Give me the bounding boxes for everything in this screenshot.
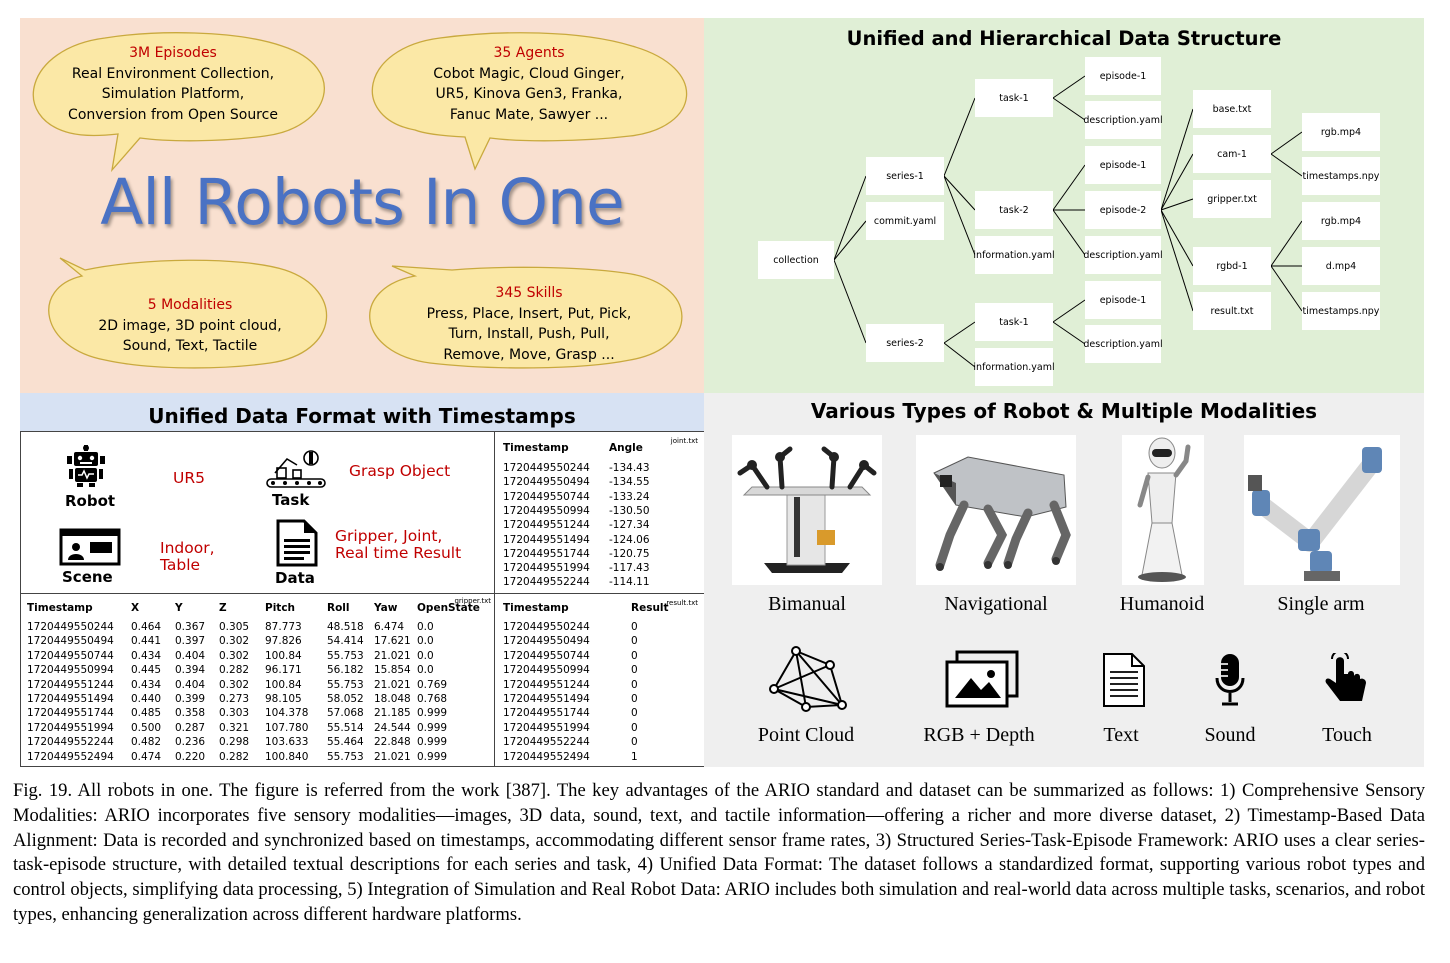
bubble-agents-highlight: 35 Agents — [493, 45, 565, 61]
gripper-table-cell: 0.0 — [417, 649, 434, 662]
gripper-table-cell: 1720449552494 — [27, 750, 114, 763]
result-table-cell: 0 — [631, 664, 638, 677]
node-result-txt: result.txt — [1193, 292, 1271, 330]
node-base-txt: base.txt — [1193, 90, 1271, 128]
gripper-table-cell: 0.999 — [417, 750, 448, 763]
joint-table-cell: 1720449550494 — [503, 476, 590, 489]
gripper-table-cell: 21.021 — [374, 678, 411, 691]
humanoid-robot-image — [1122, 435, 1204, 585]
gripper-table-cell: 55.514 — [327, 721, 364, 734]
gripper-table-cell: 0.399 — [175, 693, 206, 705]
result-table-cell: 1720449550994 — [503, 664, 590, 677]
node-collection: collection — [758, 241, 834, 279]
result-table-cell: 1720449551494 — [503, 693, 590, 705]
bubble-agents-line-3: Fanuc Mate, Sawyer ... — [449, 106, 609, 123]
category-task-value: Grasp Object — [349, 462, 451, 480]
metadata-box — [20, 431, 496, 595]
gripper-table-cell: 0.302 — [219, 649, 250, 662]
result-file-name: result.txt — [666, 599, 698, 607]
joint-table-cell: -133.24 — [609, 490, 650, 503]
gripper-table-cell: 1720449552244 — [27, 736, 114, 749]
microphone-icon — [1214, 652, 1246, 708]
gripper-table-cell: 0.0 — [417, 635, 434, 648]
modality-rgb-depth: RGB + Depth — [923, 724, 1035, 746]
node-task-2: task-2 — [975, 191, 1053, 229]
gripper-table-cell: 0.302 — [219, 678, 250, 691]
joint-table-cell: -120.75 — [609, 547, 650, 560]
robot-type-single-arm: Single arm — [1277, 593, 1365, 615]
result-table-cell: 1720449550494 — [503, 635, 590, 648]
category-scene-value-line-2: Table — [160, 556, 201, 574]
factory-icon — [265, 449, 327, 491]
gripper-table-cell: 0.500 — [131, 721, 162, 734]
result-table-cell: 0 — [631, 721, 638, 734]
navigational-robot-image — [916, 435, 1076, 585]
node-series-1: series-1 — [866, 157, 944, 195]
bubble-agents-line-2: UR5, Kinova Gen3, Franka, — [435, 86, 623, 102]
gripper-table-cell: 107.780 — [265, 721, 309, 734]
bubble-skills-line-3: Remove, Move, Grasp ... — [443, 346, 615, 363]
gripper-table-cell: 0.999 — [417, 707, 448, 720]
gripper-table-cell: 0.305 — [219, 621, 250, 633]
presentation-icon — [59, 528, 121, 566]
gripper-table-cell: 21.021 — [374, 750, 411, 763]
gripper-table-cell: 0.474 — [131, 750, 162, 763]
node-description-yaml-2: description.yaml — [1085, 236, 1161, 274]
gripper-table-cell: 56.182 — [327, 664, 364, 677]
gripper-table-cell: 0.999 — [417, 736, 448, 749]
gripper-table-cell: 0.482 — [131, 736, 162, 749]
data-structure-title: Unified and Hierarchical Data Structure — [846, 27, 1282, 50]
gripper-table-cell: 1720449551994 — [27, 721, 114, 734]
gripper-table-box — [20, 593, 496, 767]
point-cloud-icon — [768, 645, 848, 713]
bubble-modalities-line-2: Sound, Text, Tactile — [122, 338, 258, 354]
node-information-yaml-1: information.yaml — [975, 236, 1053, 274]
result-table-cell: 1 — [631, 750, 638, 763]
gripper-table-cell: 100.840 — [265, 750, 309, 763]
touch-hand-icon — [1324, 653, 1370, 707]
result-table-cell: 0 — [631, 635, 638, 648]
gripper-table-cell: 0.404 — [175, 649, 206, 662]
result-table-cell: 0 — [631, 678, 638, 691]
node-rgb-mp4-1: rgb.mp4 — [1302, 113, 1380, 151]
node-rgbd-1: rgbd-1 — [1193, 247, 1271, 285]
modality-text: Text — [1103, 724, 1139, 746]
node-timestamps-npy-2: timestamps.npy — [1302, 292, 1380, 330]
gripper-table-cell: 0.303 — [219, 707, 250, 720]
node-task-1-series-2: task-1 — [975, 303, 1053, 341]
gripper-table-cell: 6.474 — [374, 621, 405, 633]
gripper-table-cell: 57.068 — [327, 707, 364, 720]
gripper-table-cell: 1720449550994 — [27, 664, 114, 677]
gripper-table-cell: 0.404 — [175, 678, 206, 691]
bubble-episodes-highlight: 3M Episodes — [129, 45, 217, 61]
gripper-file-name: gripper.txt — [454, 597, 491, 605]
result-table-cell: 1720449551744 — [503, 707, 590, 720]
image-stack-icon — [945, 650, 1019, 708]
bubble-modalities-line-1: 2D image, 3D point cloud, — [98, 317, 282, 334]
gripper-table-cell: 1720449550494 — [27, 635, 114, 648]
bubble-agents — [433, 43, 625, 125]
gripper-table-cell: 0.394 — [175, 664, 206, 677]
result-table-box — [494, 593, 705, 767]
document-icon — [272, 519, 320, 567]
gripper-table-cell: 0.445 — [131, 664, 162, 677]
bimanual-robot-image — [732, 435, 882, 585]
result-table-cell: 0 — [631, 693, 638, 705]
node-episode-1-c: episode-1 — [1085, 281, 1161, 319]
bubble-skills-line-1: Press, Place, Insert, Put, Pick, — [426, 305, 632, 322]
result-table-cell: 0 — [631, 736, 638, 749]
joint-table-cell: -124.06 — [609, 533, 650, 546]
joint-table-cell: 1720449550994 — [503, 504, 590, 517]
node-d-mp4: d.mp4 — [1302, 247, 1380, 285]
modality-touch: Touch — [1322, 724, 1372, 746]
joint-table-cell: -134.55 — [609, 476, 650, 489]
result-table-cell: Timestamp — [503, 602, 569, 614]
gripper-table-cell: Timestamp — [27, 602, 93, 614]
gripper-table-cell: X — [131, 602, 140, 614]
node-episode-1-a: episode-1 — [1085, 57, 1161, 95]
gripper-table-cell: 100.84 — [265, 678, 302, 691]
node-episode-1-b: episode-1 — [1085, 146, 1161, 184]
gripper-table-cell: 104.378 — [265, 707, 309, 720]
joint-table-cell: -127.34 — [609, 519, 650, 532]
modality-sound: Sound — [1204, 724, 1256, 746]
gripper-table-cell: 18.048 — [374, 693, 411, 705]
node-cam-1: cam-1 — [1193, 135, 1271, 173]
text-document-icon — [1102, 652, 1146, 708]
category-scene-label: Scene — [62, 568, 113, 586]
node-information-yaml-2: information.yaml — [975, 348, 1053, 386]
result-table-cell: 1720449552244 — [503, 736, 590, 749]
gripper-table-cell: 0.236 — [175, 736, 206, 749]
joint-table-cell: Angle — [609, 442, 643, 454]
gripper-table-cell: 0.282 — [219, 664, 250, 677]
bubble-episodes-line-3: Conversion from Open Source — [68, 106, 278, 123]
node-episode-2: episode-2 — [1085, 191, 1161, 229]
category-data-value-line-2: Real time Result — [335, 544, 462, 562]
result-table-cell: 1720449551244 — [503, 678, 590, 691]
gripper-table-cell: 87.773 — [265, 621, 302, 633]
bubble-episodes — [68, 43, 278, 125]
gripper-table-cell: 0.302 — [219, 635, 250, 648]
all-robots-panel — [20, 18, 704, 393]
result-table-cell: 1720449550244 — [503, 621, 590, 633]
bubble-modalities-highlight: 5 Modalities — [147, 297, 233, 313]
category-task-label: Task — [272, 491, 310, 509]
joint-table-cell: -134.43 — [609, 462, 650, 474]
joint-table-cell: -130.50 — [609, 504, 650, 517]
robot-type-bimanual: Bimanual — [768, 593, 846, 615]
joint-table-cell: 1720449551244 — [503, 519, 590, 532]
gripper-table-cell: 0.358 — [175, 707, 206, 720]
gripper-table-cell: Yaw — [374, 602, 398, 614]
joint-table-cell: -114.11 — [609, 576, 650, 589]
result-table-cell: 0 — [631, 649, 638, 662]
gripper-table-cell: 1720449550244 — [27, 621, 114, 633]
gripper-table-cell: 98.105 — [265, 693, 302, 705]
result-table-cell: 1720449551994 — [503, 721, 590, 734]
gripper-table-cell: 22.848 — [374, 736, 411, 749]
category-data-label: Data — [275, 569, 315, 587]
category-data-value — [335, 528, 461, 562]
bubble-modalities — [98, 295, 281, 357]
gripper-table-cell: 0.397 — [175, 635, 206, 648]
gripper-table-cell: 96.171 — [265, 664, 302, 677]
joint-file-name: joint.txt — [670, 437, 698, 445]
robot-types-title: Various Types of Robot & Multiple Modalities — [810, 399, 1318, 423]
gripper-table-cell: 55.753 — [327, 649, 364, 662]
robot-type-navigational: Navigational — [944, 593, 1048, 615]
gripper-table-cell: 54.414 — [327, 635, 364, 648]
single-arm-robot-image — [1244, 435, 1400, 585]
category-data-value-line-1: Gripper, Joint, — [335, 527, 443, 545]
gripper-table-cell: OpenState — [417, 602, 480, 614]
gripper-table-cell: 0.768 — [417, 693, 448, 705]
gripper-table-cell: 24.544 — [374, 721, 411, 734]
bubble-skills — [427, 283, 632, 365]
result-table-cell: 1720449550744 — [503, 649, 590, 662]
robot-type-humanoid: Humanoid — [1119, 593, 1205, 615]
node-task-1: task-1 — [975, 79, 1053, 117]
gripper-table-cell: 55.753 — [327, 678, 364, 691]
joint-table-cell: 1720449550244 — [503, 462, 590, 474]
all-robots-title: All Robots In One — [100, 166, 624, 239]
robot-types-panel — [704, 393, 1424, 767]
result-table-cell: 1720449552494 — [503, 750, 590, 763]
gripper-table-cell: Pitch — [265, 602, 296, 614]
bubble-skills-line-2: Turn, Install, Push, Pull, — [448, 326, 610, 342]
gripper-table-cell: 0.769 — [417, 678, 448, 691]
gripper-table-cell: 21.185 — [374, 707, 411, 720]
gripper-table-cell: 0.273 — [219, 693, 250, 705]
node-description-yaml-3: description.yaml — [1085, 325, 1161, 363]
bubble-episodes-line-1: Real Environment Collection, — [71, 65, 275, 82]
node-description-yaml-1: description.yaml — [1085, 101, 1161, 139]
gripper-table-cell: 0.367 — [175, 621, 206, 633]
figure-caption: Fig. 19. All robots in one. The figure is referred from the work [387]. The key advantages of the ARIO standard and dataset can be summarized as follows: 1) Comprehensive Sensory Modalities: ARIO incorporates five sensory modalities—images, 3D data, sound, text, and tactile information—offering a richer and more diverse dataset, 2) Timestamp-Based Data Alignment: Data is recorded and synchronized based on timestamps, accommodating different sensor frame rates, 3) Structured Series-Task-Episode Framework: ARIO uses a clear series-task-episode structure, with detailed textual descriptions for each series and task, 4) Unified Data Format: The dataset follows a standardized format, supporting various robot types and control objects, simplifying data processing, 5) Integration of Simulation and Real Robot Data: ARIO includes both simulation and real-world data across multiple tasks, scenarios, and robot types, enhancing generalization across different hardware platforms. — [13, 780, 1425, 925]
gripper-table-cell: 0.434 — [131, 678, 162, 691]
joint-table-box — [494, 431, 705, 595]
gripper-table-cell: 21.021 — [374, 649, 411, 662]
gripper-table-cell: 0.282 — [219, 750, 250, 763]
gripper-table-cell: 0.0 — [417, 664, 434, 677]
gripper-table-cell: 0.220 — [175, 750, 206, 763]
gripper-table-cell: 55.753 — [327, 750, 364, 763]
bubble-episodes-line-2: Simulation Platform, — [101, 86, 245, 102]
category-robot-label: Robot — [65, 492, 116, 510]
data-format-panel — [20, 393, 704, 767]
gripper-table-cell: 0.0 — [417, 621, 434, 633]
gripper-table-cell: 1720449550744 — [27, 649, 114, 662]
category-robot-value: UR5 — [173, 469, 205, 487]
node-gripper-txt: gripper.txt — [1193, 180, 1271, 218]
joint-table-cell: -117.43 — [609, 562, 650, 575]
gripper-table-cell: 1720449551244 — [27, 678, 114, 691]
bubble-agents-line-1: Cobot Magic, Cloud Ginger, — [433, 65, 625, 82]
category-scene-value — [160, 540, 215, 574]
gripper-table-cell: 1720449551744 — [27, 707, 114, 720]
gripper-table-cell: 0.298 — [219, 736, 250, 749]
category-scene-value-line-1: Indoor, — [160, 539, 215, 557]
bubble-skills-highlight: 345 Skills — [495, 285, 563, 301]
joint-table-cell: Timestamp — [503, 442, 569, 454]
modality-point-cloud: Point Cloud — [757, 724, 855, 746]
node-timestamps-npy-1: timestamps.npy — [1302, 157, 1380, 195]
node-series-2: series-2 — [866, 324, 944, 362]
robot-icon — [65, 445, 107, 487]
gripper-table-cell: 48.518 — [327, 621, 364, 633]
gripper-table-cell: 0.434 — [131, 649, 162, 662]
gripper-table-cell: 100.84 — [265, 649, 302, 662]
gripper-table-cell: 103.633 — [265, 736, 309, 749]
gripper-table-cell: 17.621 — [374, 635, 411, 648]
gripper-table-cell: 55.464 — [327, 736, 364, 749]
gripper-table-cell: Roll — [327, 602, 350, 614]
gripper-table-cell: Z — [219, 602, 227, 614]
gripper-table-cell: 0.441 — [131, 635, 162, 648]
data-format-title: Unified Data Format with Timestamps — [148, 404, 576, 428]
gripper-table-cell: 97.826 — [265, 635, 302, 648]
node-commit-yaml: commit.yaml — [866, 202, 944, 240]
gripper-table-cell: Y — [175, 602, 183, 614]
node-rgb-mp4-2: rgb.mp4 — [1302, 202, 1380, 240]
gripper-table-cell: 15.854 — [374, 664, 411, 677]
data-structure-panel — [704, 18, 1424, 393]
joint-table-cell: 1720449551744 — [503, 547, 590, 560]
joint-table-cell: 1720449552244 — [503, 576, 590, 589]
gripper-table-cell: 0.485 — [131, 707, 162, 720]
gripper-table-cell: 0.464 — [131, 621, 162, 633]
gripper-table-cell: 0.999 — [417, 721, 448, 734]
gripper-table-cell: 58.052 — [327, 693, 364, 705]
joint-table-cell: 1720449550744 — [503, 490, 590, 503]
joint-table-cell: 1720449551994 — [503, 562, 590, 575]
joint-table-cell: 1720449551494 — [503, 533, 590, 546]
gripper-table-cell: 0.287 — [175, 721, 206, 734]
gripper-table-cell: 1720449551494 — [27, 693, 114, 705]
gripper-table-cell: 0.321 — [219, 721, 250, 734]
result-table-cell: Result — [631, 602, 669, 614]
result-table-cell: 0 — [631, 621, 638, 633]
result-table-cell: 0 — [631, 707, 638, 720]
gripper-table-cell: 0.440 — [131, 693, 162, 705]
